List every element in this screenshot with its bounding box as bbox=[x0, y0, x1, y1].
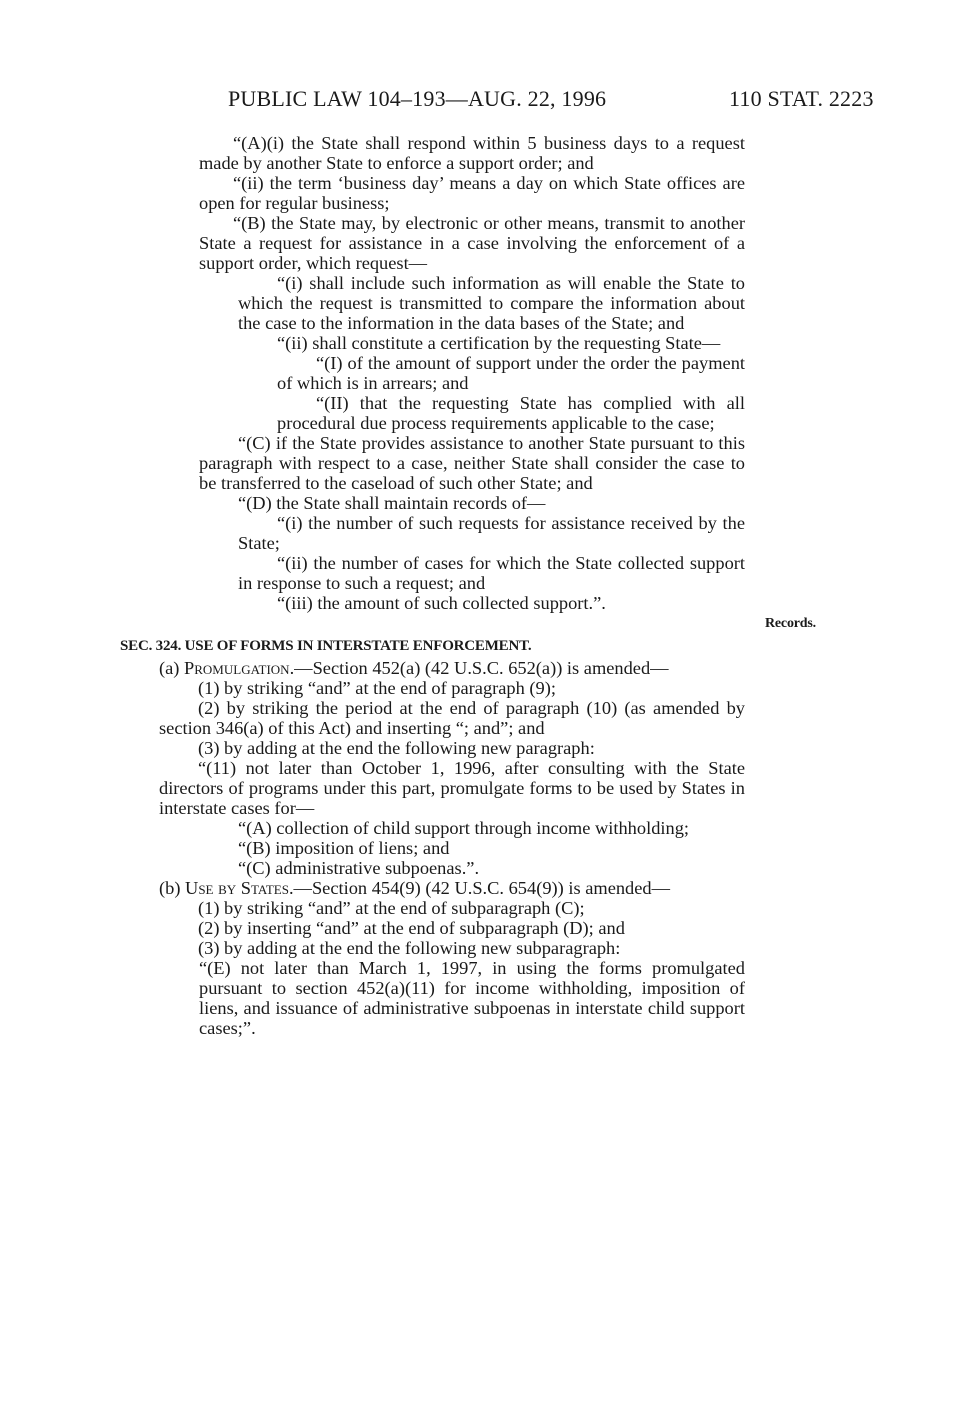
subsection-a-1: (1) by striking “and” at the end of paragraph (9); bbox=[198, 678, 556, 698]
subsection-a-text: .—Section 452(a) (42 U.S.C. 652(a)) is amended— bbox=[289, 658, 669, 678]
subsection-b-text: .—Section 454(9) (42 U.S.C. 654(9)) is amended— bbox=[288, 878, 670, 898]
paragraph-C: “(C) if the State provides assistance to another State pursuant to this paragraph with respect to a case, neither State shall consider the case to be transferred to the caseload of such other State; and bbox=[199, 433, 745, 493]
document-body bbox=[0, 133, 960, 1038]
paragraph-D-ii: “(ii) the number of cases for which the State collected support in response to such a request; and bbox=[238, 553, 745, 593]
paragraph-A-ii: “(ii) the term ‘business day’ means a day on which State offices are open for regular business; bbox=[199, 173, 745, 213]
paragraph-B-ii: “(ii) shall constitute a certification by the requesting State— bbox=[277, 333, 721, 353]
subsection-a-2: (2) by striking the period at the end of paragraph (10) (as amended by section 346(a) of this Act) and inserting “; and”; and bbox=[159, 698, 745, 738]
subsection-a bbox=[120, 658, 745, 678]
paragraph-B-i: “(i) shall include such information as will enable the State to which the request is transmitted to compare the information about the case to the information in the data bases of the State; and bbox=[238, 273, 745, 333]
subsection-a-label: (a) bbox=[159, 658, 185, 678]
section-heading: SEC. 324. USE OF FORMS IN INTERSTATE ENFORCEMENT. bbox=[120, 638, 532, 654]
paragraph-B: “(B) the State may, by electronic or other means, transmit to another State a request for assistance in a case involving the enforcement of a support order, which request— bbox=[199, 213, 745, 273]
paragraph-D-iii: “(iii) the amount of such collected support.”. bbox=[277, 593, 606, 613]
paragraph-11-B: “(B) imposition of liens; and bbox=[238, 838, 450, 858]
subsection-a-heading: Promulgation bbox=[184, 658, 290, 678]
paragraph-D: “(D) the State shall maintain records of— bbox=[238, 493, 546, 513]
margin-note-records: Records. bbox=[765, 616, 816, 631]
running-head bbox=[0, 86, 960, 116]
header-citation: PUBLIC LAW 104–193—AUG. 22, 1996 bbox=[228, 86, 607, 111]
subsection-b-label: (b) bbox=[159, 878, 186, 898]
subsection-b-3: (3) by adding at the end the following new subparagraph: bbox=[198, 938, 621, 958]
paragraph-11-A: “(A) collection of child support through income withholding; bbox=[238, 818, 689, 838]
paragraph-D-i: “(i) the number of such requests for assistance received by the State; bbox=[238, 513, 745, 553]
header-stat-page: 110 STAT. 2223 bbox=[729, 86, 874, 111]
paragraph-B-ii-I: “(I) of the amount of support under the order the payment of which is in arrears; and bbox=[277, 353, 745, 393]
subsection-a-3: (3) by adding at the end the following new paragraph: bbox=[198, 738, 595, 758]
paragraph-11-C: “(C) administrative subpoenas.”. bbox=[238, 858, 480, 878]
subsection-b bbox=[120, 878, 745, 898]
subsection-b-1: (1) by striking “and” at the end of subparagraph (C); bbox=[198, 898, 585, 918]
paragraph-11: “(11) not later than October 1, 1996, after consulting with the State directors of programs under this part, promulgate forms to be used by States in interstate cases for— bbox=[159, 758, 745, 818]
paragraph-A-i: “(A)(i) the State shall respond within 5 business days to a request made by another State to enforce a support order; and bbox=[199, 133, 745, 173]
paragraph-B-ii-II: “(II) that the requesting State has complied with all procedural due process requirements applicable to the case; bbox=[277, 393, 745, 433]
paragraph-E: “(E) not later than March 1, 1997, in using the forms promulgated pursuant to section 452(a)(11) for income withholding, imposition of liens, and issuance of administrative subpoenas in interstate child support cases;”. bbox=[199, 958, 745, 1038]
subsection-b-2: (2) by inserting “and” at the end of subparagraph (D); and bbox=[198, 918, 625, 938]
subsection-b-heading: Use by States bbox=[185, 878, 289, 898]
